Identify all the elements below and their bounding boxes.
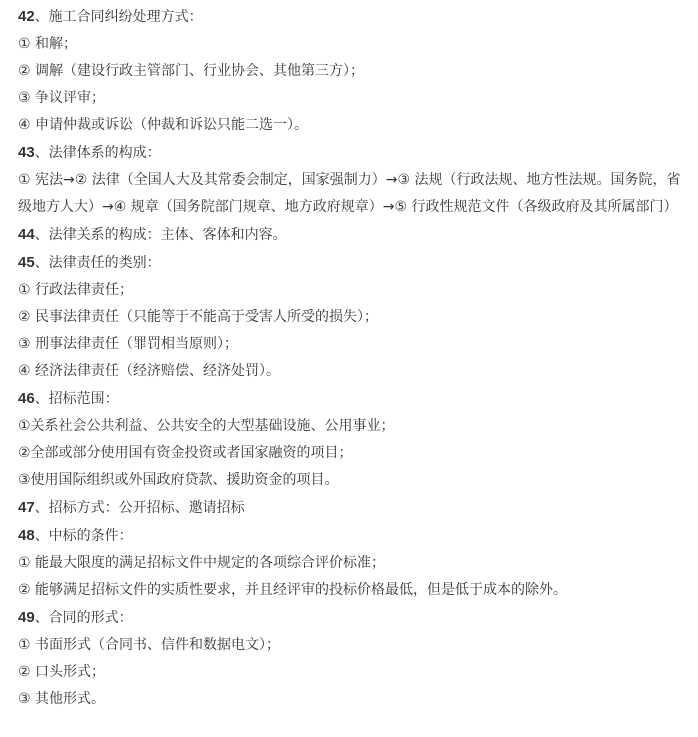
section-title: 、法律责任的类别： bbox=[34, 255, 161, 271]
section-title: 、招标范围： bbox=[34, 391, 119, 407]
section-title: 、招标方式：公开招标、邀请招标 bbox=[34, 500, 245, 516]
section-49-heading bbox=[18, 604, 686, 632]
list-item: ② 民事法律责任（只能等于不能高于受害人所受的损失）； bbox=[18, 309, 378, 325]
list-item: ③使用国际组织或外国政府贷款、援助资金的项目。 bbox=[18, 472, 339, 488]
section-number: 49 bbox=[18, 609, 35, 626]
list-item: ① 能最大限度的满足招标文件中规定的各项综合评价标准； bbox=[18, 555, 385, 571]
section-title: 、中标的条件： bbox=[34, 528, 133, 544]
section-48-heading bbox=[18, 522, 686, 550]
section-42-heading bbox=[18, 3, 686, 31]
section-43-heading bbox=[18, 139, 686, 167]
section-47-heading bbox=[18, 494, 686, 522]
list-item: ① 书面形式（合同书、信件和数据电文）； bbox=[18, 637, 280, 653]
section-45-heading bbox=[18, 249, 686, 277]
section-title: 、施工合同纠纷处理方式： bbox=[34, 9, 203, 25]
section-paragraph: ① 宪法→② 法律（全国人大及其常委会制定，国家强制力）→③ 法规（行政法规、地方性法规。国务院，省级地方人大）→④ 规章（国务院部门规章、地方政府规章）→⑤ 行政性规范文件（各级政府及其所属部门） bbox=[18, 172, 681, 215]
section-title: 、法律体系的构成： bbox=[34, 145, 161, 161]
list-item: ②全部或部分使用国有资金投资或者国家融资的项目； bbox=[18, 445, 353, 461]
section-number: 48 bbox=[18, 527, 35, 544]
list-item: ④ 经济法律责任（经济赔偿、经济处罚）。 bbox=[18, 363, 280, 379]
section-44-heading bbox=[18, 221, 686, 249]
section-number: 42 bbox=[18, 8, 35, 25]
list-item: ① 行政法律责任； bbox=[18, 282, 134, 298]
section-title: 、合同的形式： bbox=[34, 610, 133, 626]
list-item: ② 口头形式； bbox=[18, 664, 106, 680]
list-item: ① 和解； bbox=[18, 36, 78, 52]
list-item: ①关系社会公共利益、公共安全的大型基础设施、公用事业； bbox=[18, 418, 395, 434]
section-number: 47 bbox=[18, 499, 35, 516]
section-number: 46 bbox=[18, 390, 35, 407]
section-number: 44 bbox=[18, 226, 35, 243]
section-46-heading bbox=[18, 385, 686, 413]
section-title: 、法律关系的构成：主体、客体和内容。 bbox=[34, 227, 287, 243]
list-item: ② 能够满足招标文件的实质性要求，并且经评审的投标价格最低，但是低于成本的除外。 bbox=[18, 582, 567, 598]
list-item: ③ 刑事法律责任（罪罚相当原则）； bbox=[18, 336, 239, 352]
list-item: ④ 申请仲裁或诉讼（仲裁和诉讼只能二选一）。 bbox=[18, 117, 308, 133]
list-item: ③ 争议评审； bbox=[18, 90, 106, 106]
list-item: ③ 其他形式。 bbox=[18, 691, 106, 707]
list-item: ② 调解（建设行政主管部门、行业协会、其他第三方）； bbox=[18, 63, 364, 79]
section-number: 45 bbox=[18, 254, 35, 271]
section-number: 43 bbox=[18, 144, 35, 161]
